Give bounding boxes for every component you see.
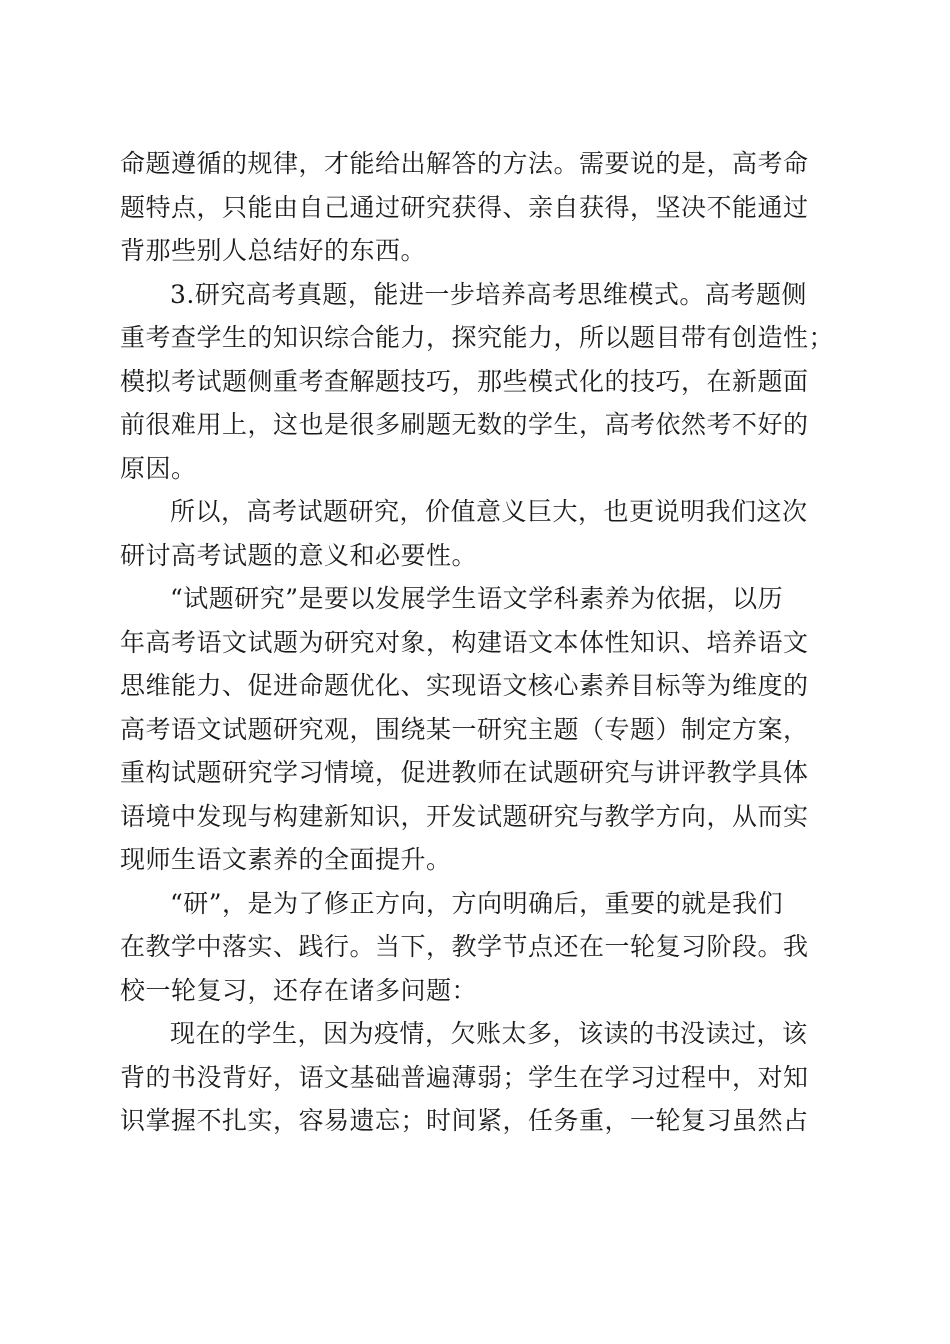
text-line: 原因。	[120, 453, 197, 483]
text-line: 研讨高考试题的意义和必要性。	[120, 540, 478, 570]
text-line: 模拟考试题侧重考查解题技巧，那些模式化的技巧，在新题面	[120, 366, 809, 396]
text-line: 命题遵循的规律，才能给出解答的方法。需要说的是，高考命	[120, 149, 809, 178]
text-line: 所以，高考试题研究，价值意义巨大，也更说明我们这次	[170, 497, 808, 526]
text-line: 题特点，只能由自己通过研究获得、亲自获得，坚决不能通过	[120, 192, 809, 222]
document-body	[120, 142, 835, 1143]
text-line: 重构试题研究学习情境，促进教师在试题研究与讲评教学具体	[120, 758, 809, 787]
text-line: 3.研究高考真题，能进一步培养高考思维模式。高考题侧	[170, 279, 807, 309]
text-line: 在教学中落实、践行。当下，教学节点还在一轮复习阶段。我	[120, 932, 809, 961]
text-line: 语境中发现与构建新知识，开发试题研究与教学方向，从而实	[120, 801, 809, 831]
text-line: 校一轮复习，还存在诸多问题：	[120, 975, 478, 1005]
text-line: 现师生语文素养的全面提升。	[120, 845, 452, 874]
text-line: 思维能力、促进命题优化、实现语文核心素养目标等为维度的	[120, 671, 809, 700]
text-line: 前很难用上，这也是很多刷题无数的学生，高考依然考不好的	[120, 410, 809, 439]
text-line: 年高考语文试题为研究对象，构建语文本体性知识、培养语文	[120, 627, 809, 657]
text-line: 重考查学生的知识综合能力，探究能力，所以题目带有创造性；	[120, 323, 835, 352]
text-line: “研”，是为了修正方向，方向明确后，重要的就是我们	[170, 888, 784, 918]
text-line: 识掌握不扎实，容易遗忘；时间紧，任务重，一轮复习虽然占	[120, 1106, 809, 1135]
text-line: “试题研究”是要以发展学生语文学科素养为依据，以历	[170, 584, 784, 613]
text-line: 背的书没背好，语文基础普遍薄弱；学生在学习过程中，对知	[120, 1062, 809, 1092]
text-line: 现在的学生，因为疫情，欠账太多，该读的书没读过，该	[170, 1019, 808, 1048]
text-line: 背那些别人总结好的东西。	[120, 236, 427, 265]
text-line: 高考语文试题研究观，围绕某一研究主题（专题）制定方案，	[120, 714, 809, 744]
